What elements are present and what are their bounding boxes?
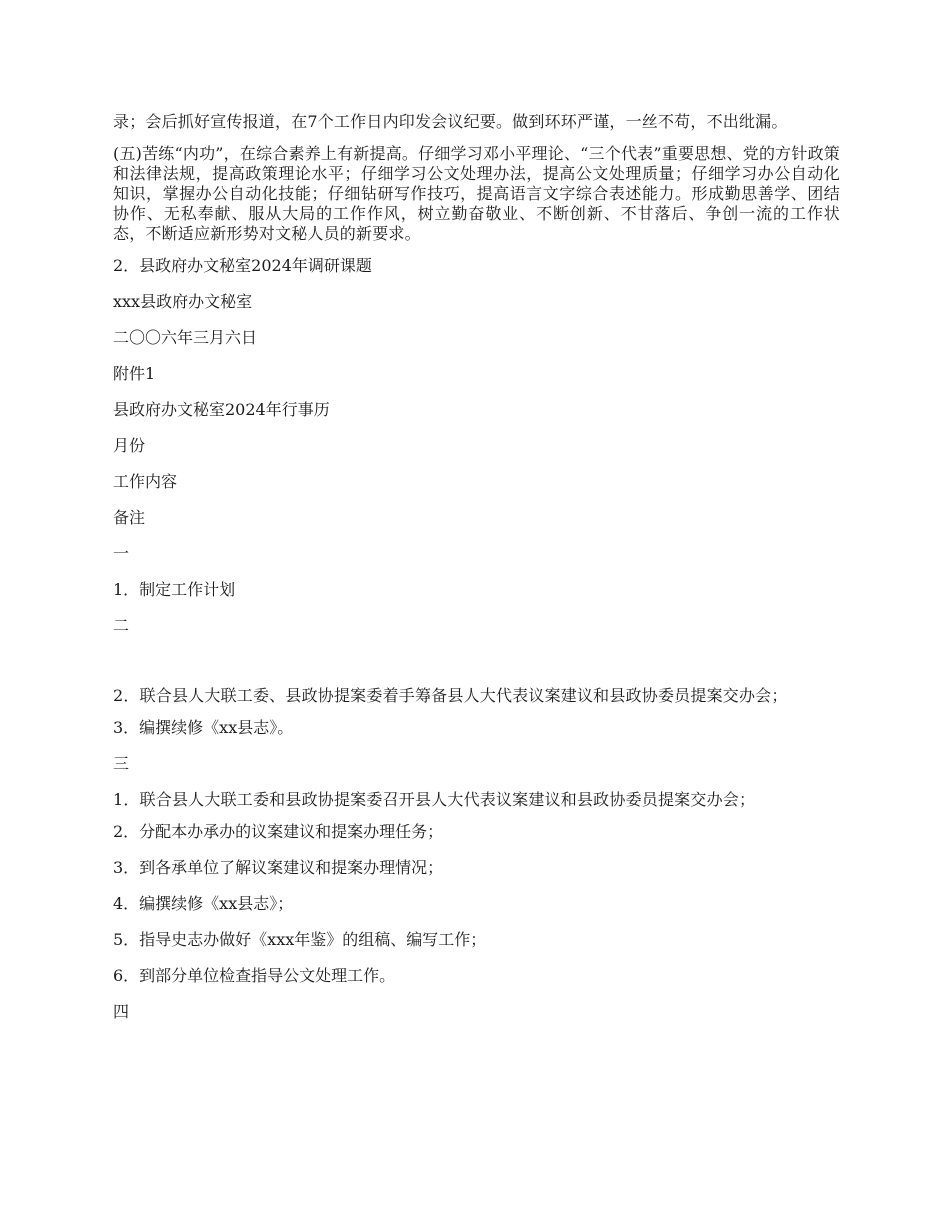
attachment-label: 附件1 xyxy=(113,364,156,383)
month-three-item-5: 5．指导史志办做好《xxx年鉴》的组稿、编写工作； xyxy=(113,930,487,949)
column-work-content: 工作内容 xyxy=(113,472,178,491)
research-topic-heading: 2．县政府办文秘室2024年调研课题 xyxy=(113,256,372,275)
month-four: 四 xyxy=(113,1002,130,1021)
month-three-item-6: 6．到部分单位检查指导公文处理工作。 xyxy=(113,966,396,985)
paragraph-section-five: (五)苦练“内功”，在综合素养上有新提高。仔细学习邓小平理论、“三个代表”重要思想、党的方针政策和法律法规，提高政策理论水平；仔细学习公文处理办法，提高公文处理质量；仔细学习办公自动化知识，掌握办公自动化技能；仔细钻研写作技巧，提高语言文字综合表述能力。形成勤思善学、团结协作、无私奉献、服从大局的工作作风，树立勤奋敬业、不断创新、不甘落后、争创一流的工作状态，不断适应新形势对文秘人员的新要求。 xyxy=(113,144,840,243)
document-page xyxy=(113,112,840,1038)
month-two-item-3: 3．编撰续修《xx县志》。 xyxy=(113,718,294,737)
signature-date: 二〇〇六年三月六日 xyxy=(113,328,258,347)
month-one: 一 xyxy=(113,544,130,563)
month-three-item-3: 3．到各承单位了解议案建议和提案办理情况； xyxy=(113,858,444,877)
paragraph-meeting-minutes: 录；会后抓好宣传报道，在7个工作日内印发会议纪要。做到环环严谨，一丝不苟，不出纰漏。 xyxy=(113,112,788,131)
month-three-item-1: 1．联合县人大联工委和县政协提案委召开县人大代表议案建议和县政协委员提案交办会； xyxy=(113,790,756,809)
month-two-item-2: 2．联合县人大联工委、县政协提案委着手筹备县人大代表议案建议和县政协委员提案交办会； xyxy=(113,686,788,705)
blank-spacer xyxy=(113,652,840,686)
month-three-item-4: 4．编撰续修《xx县志》； xyxy=(113,894,294,913)
month-two: 二 xyxy=(113,616,130,635)
office-signature: xxx县政府办文秘室 xyxy=(113,292,253,311)
column-remarks: 备注 xyxy=(113,508,146,527)
month-three: 三 xyxy=(113,754,130,773)
column-month: 月份 xyxy=(113,436,146,455)
month-three-item-2: 2．分配本办承办的议案建议和提案办理任务； xyxy=(113,822,444,841)
month-one-item-1: 1．制定工作计划 xyxy=(113,580,236,599)
calendar-title: 县政府办文秘室2024年行事历 xyxy=(113,400,330,419)
